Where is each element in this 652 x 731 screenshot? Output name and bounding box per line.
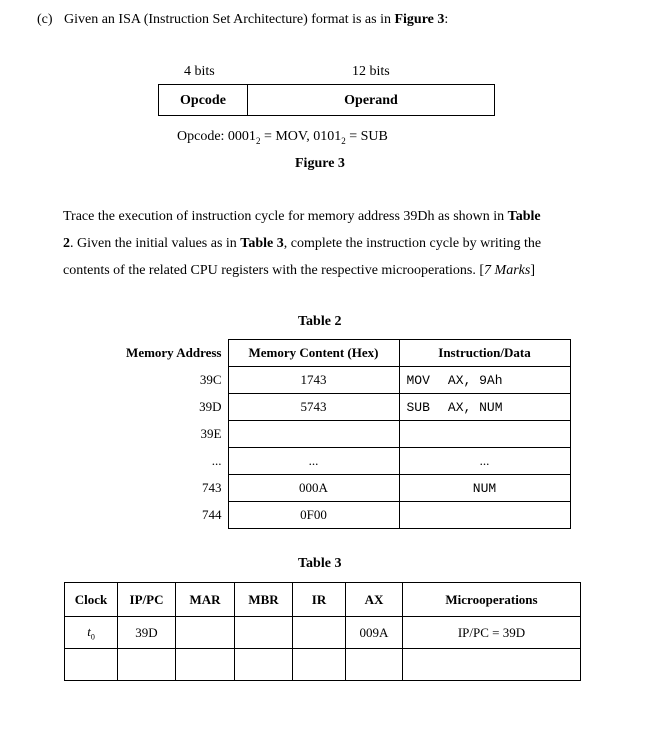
figure-ref: Figure 3 (394, 12, 445, 27)
address-cell: ... (211, 453, 222, 468)
header-instruction-data: Instruction/Data (399, 340, 570, 367)
marks: 7 Marks (484, 263, 531, 278)
header-clock: Clock (65, 583, 118, 617)
mbr-cell (235, 649, 293, 681)
table-row (104, 421, 570, 448)
instruction-cell: NUM (399, 475, 570, 502)
header-ax: AX (346, 583, 403, 617)
operand-bits-label: 12 bits (352, 64, 390, 79)
header-mbr: MBR (235, 583, 293, 617)
memory-table (104, 339, 571, 529)
instruction-cell: SUB AX, NUM (399, 394, 570, 421)
opcode-bits-label: 4 bits (184, 64, 215, 79)
header-memory-address: Memory Address (126, 345, 222, 360)
content-cell: 0F00 (228, 502, 399, 529)
header-microoperations: Microoperations (403, 583, 581, 617)
question-text: Given an ISA (Instruction Set Architecture) format is as in Figure 3: (64, 12, 449, 27)
ax-cell (346, 649, 403, 681)
address-cell: 743 (202, 480, 222, 495)
isa-format-box (158, 84, 495, 116)
micro-cell: IP/PC = 39D (403, 617, 581, 649)
micro-cell (403, 649, 581, 681)
content-cell: 1743 (228, 367, 399, 394)
instruction-cell (399, 421, 570, 448)
header-mar: MAR (176, 583, 235, 617)
ippc-cell: 39D (118, 617, 176, 649)
mar-cell (176, 649, 235, 681)
instruction-cycle-table (64, 582, 581, 681)
clock-cell (65, 649, 118, 681)
address-cell: 39C (199, 372, 222, 387)
clock-cell: $t_0$ (65, 617, 118, 649)
mbr-cell (235, 617, 293, 649)
table-row (104, 394, 570, 421)
content-cell: ... (228, 448, 399, 475)
figure-caption: Figure 3 (295, 156, 345, 171)
table-header-row (104, 340, 570, 367)
instruction-cell: ... (399, 448, 570, 475)
header-memory-content: Memory Content (Hex) (228, 340, 399, 367)
table-row (65, 649, 581, 681)
content-cell (228, 421, 399, 448)
table-row (104, 448, 570, 475)
table-row (104, 502, 570, 529)
mar-cell (176, 617, 235, 649)
ippc-cell (118, 649, 176, 681)
header-ir: IR (293, 583, 346, 617)
header-ippc: IP/PC (118, 583, 176, 617)
operand-field: Operand (344, 93, 398, 108)
instruction-paragraph: Trace the execution of instruction cycle for memory address 39Dh as shown in Table 2. Given the initial values as in Table 3, complete the instruction cycle by writing the contents of the related CPU registers with the respective microoperations. [7 Marks] (63, 209, 542, 278)
question-label: (c) (37, 12, 53, 27)
content-cell: 000A (228, 475, 399, 502)
table2-caption: Table 2 (298, 314, 342, 329)
ir-cell (293, 617, 346, 649)
table-row (104, 367, 570, 394)
table-row (104, 475, 570, 502)
ir-cell (293, 649, 346, 681)
opcode-definitions: Opcode: $0001_2$ = MOV, $0101_2$ = SUB (177, 129, 388, 146)
address-cell: 744 (202, 507, 222, 522)
table-row (65, 617, 581, 649)
address-cell: 39D (199, 399, 222, 414)
table3-caption: Table 3 (298, 556, 342, 571)
address-cell: 39E (200, 426, 222, 441)
instruction-cell: MOV AX, 9Ah (399, 367, 570, 394)
opcode-field: Opcode (180, 93, 226, 108)
ax-cell: 009A (346, 617, 403, 649)
instruction-cell (399, 502, 570, 529)
table-header-row (65, 583, 581, 617)
content-cell: 5743 (228, 394, 399, 421)
